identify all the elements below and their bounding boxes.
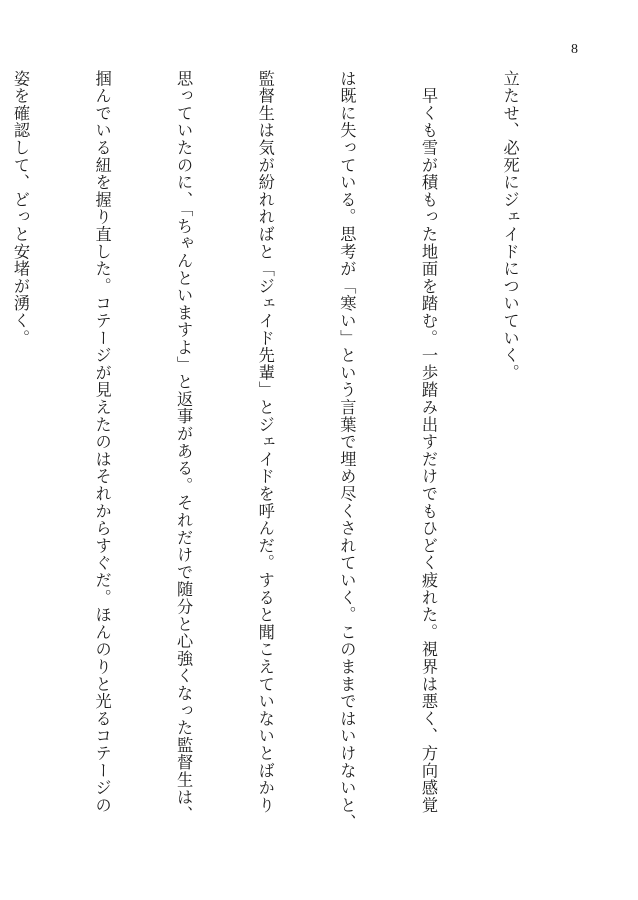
- text-line: 立たせ、必死にジェイドについていく。: [500, 70, 520, 382]
- text-line: 思っていたのに、「ちゃんといますよ」と返事がある。それだけで随分と心強くなった監督生は、: [174, 70, 194, 824]
- text-line: 監督生は気が紛れればと「ジェイド先輩」とジェイドを呼んだ。すると聞こえていないとばかり: [255, 70, 275, 814]
- text-line: 姿を確認して、どっと安堵が湧く。: [10, 70, 30, 347]
- text-line: 早くも雪が積もった地面を踏む。一歩踏み出すだけでもひどく疲れた。視界は悪く、方向感覚: [418, 70, 438, 814]
- text-line: は既に失っている。思考が「寒い」という言葉で埋め尽くされていく。このままではいけないと、: [337, 70, 357, 832]
- text-line: 掴んでいる紐を握り直した。コテージが見えたのはそれからすぐだ。ほんのりと光るコテージの: [92, 70, 112, 814]
- page-number: 8: [571, 42, 578, 57]
- vertical-text-body: [10, 70, 578, 860]
